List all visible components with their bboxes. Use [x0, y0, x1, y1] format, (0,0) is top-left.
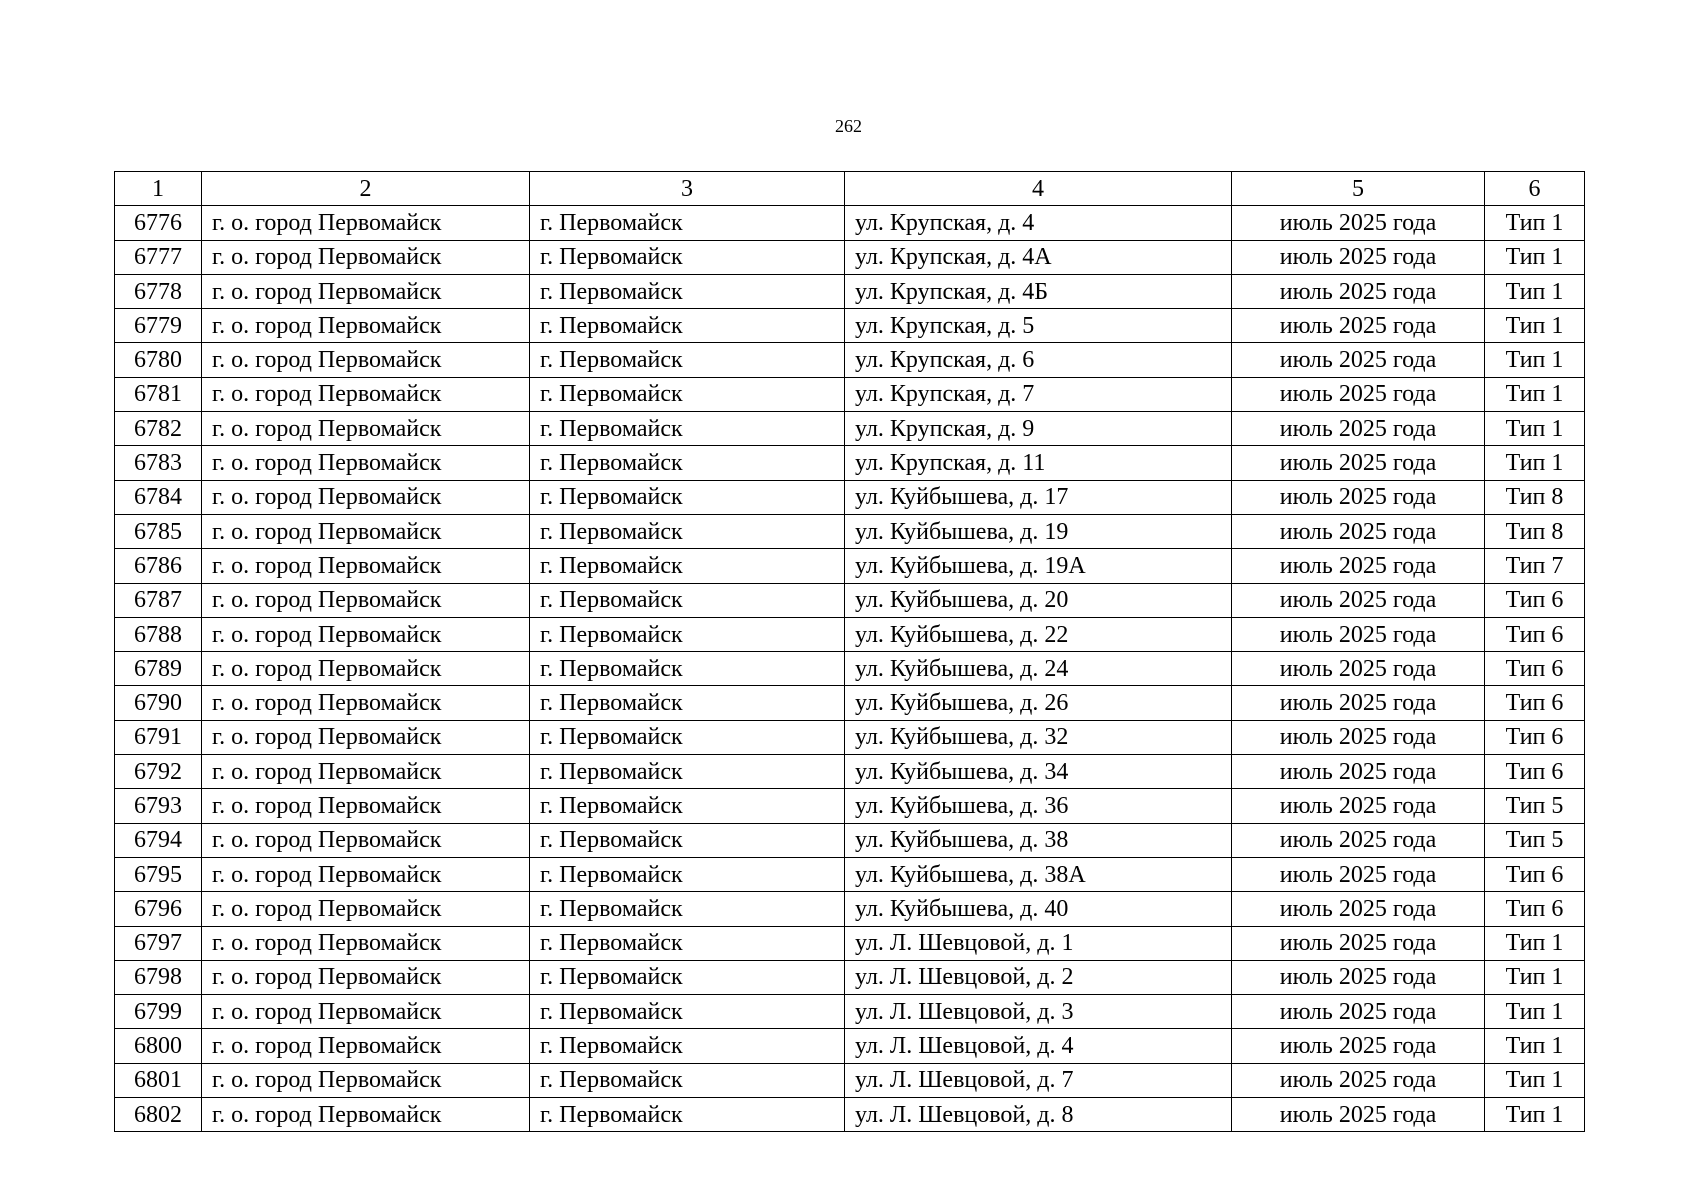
date-cell: июль 2025 года: [1232, 206, 1485, 240]
type-cell: Тип 1: [1485, 1098, 1585, 1132]
row-number-cell: 6776: [115, 206, 202, 240]
city-cell: г. Первомайск: [530, 274, 845, 308]
address-cell: ул. Куйбышева, д. 17: [845, 480, 1232, 514]
address-cell: ул. Куйбышева, д. 24: [845, 652, 1232, 686]
district-cell: г. о. город Первомайск: [202, 1063, 530, 1097]
date-cell: июль 2025 года: [1232, 960, 1485, 994]
district-cell: г. о. город Первомайск: [202, 343, 530, 377]
table-row: [115, 514, 1585, 548]
district-cell: г. о. город Первомайск: [202, 720, 530, 754]
row-number-cell: 6783: [115, 446, 202, 480]
address-cell: ул. Куйбышева, д. 40: [845, 892, 1232, 926]
city-cell: г. Первомайск: [530, 343, 845, 377]
address-cell: ул. Куйбышева, д. 38А: [845, 857, 1232, 891]
city-cell: г. Первомайск: [530, 480, 845, 514]
city-cell: г. Первомайск: [530, 412, 845, 446]
address-cell: ул. Куйбышева, д. 22: [845, 617, 1232, 651]
address-cell: ул. Крупская, д. 4Б: [845, 274, 1232, 308]
row-number-cell: 6784: [115, 480, 202, 514]
row-number-cell: 6799: [115, 995, 202, 1029]
table-row: [115, 857, 1585, 891]
city-cell: г. Первомайск: [530, 377, 845, 411]
date-cell: июль 2025 года: [1232, 377, 1485, 411]
date-cell: июль 2025 года: [1232, 617, 1485, 651]
district-cell: г. о. город Первомайск: [202, 583, 530, 617]
date-cell: июль 2025 года: [1232, 549, 1485, 583]
address-cell: ул. Крупская, д. 9: [845, 412, 1232, 446]
row-number-cell: 6796: [115, 892, 202, 926]
table-row: [115, 343, 1585, 377]
column-header: 3: [530, 172, 845, 206]
type-cell: Тип 6: [1485, 583, 1585, 617]
table-row: [115, 995, 1585, 1029]
city-cell: г. Первомайск: [530, 309, 845, 343]
district-cell: г. о. город Первомайск: [202, 960, 530, 994]
district-cell: г. о. город Первомайск: [202, 1029, 530, 1063]
table-row: [115, 583, 1585, 617]
row-number-cell: 6785: [115, 514, 202, 548]
type-cell: Тип 8: [1485, 514, 1585, 548]
table-row: [115, 755, 1585, 789]
row-number-cell: 6795: [115, 857, 202, 891]
row-number-cell: 6793: [115, 789, 202, 823]
city-cell: г. Первомайск: [530, 857, 845, 891]
date-cell: июль 2025 года: [1232, 309, 1485, 343]
district-cell: г. о. город Первомайск: [202, 755, 530, 789]
row-number-cell: 6802: [115, 1098, 202, 1132]
city-cell: г. Первомайск: [530, 789, 845, 823]
table-row: [115, 789, 1585, 823]
city-cell: г. Первомайск: [530, 1098, 845, 1132]
city-cell: г. Первомайск: [530, 1063, 845, 1097]
date-cell: июль 2025 года: [1232, 343, 1485, 377]
type-cell: Тип 1: [1485, 240, 1585, 274]
type-cell: Тип 5: [1485, 789, 1585, 823]
row-number-cell: 6800: [115, 1029, 202, 1063]
date-cell: июль 2025 года: [1232, 274, 1485, 308]
type-cell: Тип 6: [1485, 755, 1585, 789]
address-cell: ул. Куйбышева, д. 26: [845, 686, 1232, 720]
table-row: [115, 240, 1585, 274]
date-cell: июль 2025 года: [1232, 755, 1485, 789]
table-row: [115, 549, 1585, 583]
table-row: [115, 480, 1585, 514]
type-cell: Тип 1: [1485, 274, 1585, 308]
type-cell: Тип 1: [1485, 1029, 1585, 1063]
row-number-cell: 6788: [115, 617, 202, 651]
address-cell: ул. Л. Шевцовой, д. 3: [845, 995, 1232, 1029]
district-cell: г. о. город Первомайск: [202, 412, 530, 446]
address-cell: ул. Куйбышева, д. 32: [845, 720, 1232, 754]
row-number-cell: 6794: [115, 823, 202, 857]
date-cell: июль 2025 года: [1232, 1098, 1485, 1132]
table-row: [115, 274, 1585, 308]
city-cell: г. Первомайск: [530, 549, 845, 583]
type-cell: Тип 1: [1485, 960, 1585, 994]
district-cell: г. о. город Первомайск: [202, 206, 530, 240]
table-row: [115, 446, 1585, 480]
type-cell: Тип 1: [1485, 309, 1585, 343]
table-row: [115, 617, 1585, 651]
address-cell: ул. Крупская, д. 4А: [845, 240, 1232, 274]
city-cell: г. Первомайск: [530, 686, 845, 720]
type-cell: Тип 1: [1485, 995, 1585, 1029]
row-number-cell: 6779: [115, 309, 202, 343]
table-row: [115, 377, 1585, 411]
type-cell: Тип 6: [1485, 686, 1585, 720]
row-number-cell: 6782: [115, 412, 202, 446]
type-cell: Тип 1: [1485, 446, 1585, 480]
column-header: 5: [1232, 172, 1485, 206]
type-cell: Тип 1: [1485, 206, 1585, 240]
city-cell: г. Первомайск: [530, 652, 845, 686]
city-cell: г. Первомайск: [530, 446, 845, 480]
address-cell: ул. Куйбышева, д. 38: [845, 823, 1232, 857]
type-cell: Тип 7: [1485, 549, 1585, 583]
row-number-cell: 6801: [115, 1063, 202, 1097]
date-cell: июль 2025 года: [1232, 823, 1485, 857]
address-cell: ул. Л. Шевцовой, д. 4: [845, 1029, 1232, 1063]
district-cell: г. о. город Первомайск: [202, 446, 530, 480]
column-header: 1: [115, 172, 202, 206]
district-cell: г. о. город Первомайск: [202, 1098, 530, 1132]
row-number-cell: 6789: [115, 652, 202, 686]
table-header-row: [115, 172, 1585, 206]
row-number-cell: 6786: [115, 549, 202, 583]
date-cell: июль 2025 года: [1232, 514, 1485, 548]
date-cell: июль 2025 года: [1232, 583, 1485, 617]
city-cell: г. Первомайск: [530, 720, 845, 754]
date-cell: июль 2025 года: [1232, 720, 1485, 754]
table-row: [115, 1029, 1585, 1063]
type-cell: Тип 8: [1485, 480, 1585, 514]
city-cell: г. Первомайск: [530, 617, 845, 651]
type-cell: Тип 5: [1485, 823, 1585, 857]
table-row: [115, 206, 1585, 240]
row-number-cell: 6791: [115, 720, 202, 754]
city-cell: г. Первомайск: [530, 514, 845, 548]
column-header: 6: [1485, 172, 1585, 206]
row-number-cell: 6778: [115, 274, 202, 308]
city-cell: г. Первомайск: [530, 960, 845, 994]
column-header: 4: [845, 172, 1232, 206]
type-cell: Тип 6: [1485, 720, 1585, 754]
date-cell: июль 2025 года: [1232, 1063, 1485, 1097]
district-cell: г. о. город Первомайск: [202, 377, 530, 411]
table-row: [115, 1063, 1585, 1097]
address-cell: ул. Л. Шевцовой, д. 7: [845, 1063, 1232, 1097]
district-cell: г. о. город Первомайск: [202, 823, 530, 857]
type-cell: Тип 1: [1485, 377, 1585, 411]
district-cell: г. о. город Первомайск: [202, 549, 530, 583]
address-cell: ул. Крупская, д. 6: [845, 343, 1232, 377]
address-cell: ул. Крупская, д. 5: [845, 309, 1232, 343]
district-cell: г. о. город Первомайск: [202, 857, 530, 891]
row-number-cell: 6787: [115, 583, 202, 617]
district-cell: г. о. город Первомайск: [202, 789, 530, 823]
date-cell: июль 2025 года: [1232, 652, 1485, 686]
data-table: [114, 171, 1585, 1132]
date-cell: июль 2025 года: [1232, 892, 1485, 926]
district-cell: г. о. город Первомайск: [202, 892, 530, 926]
address-cell: ул. Л. Шевцовой, д. 8: [845, 1098, 1232, 1132]
table-row: [115, 720, 1585, 754]
date-cell: июль 2025 года: [1232, 995, 1485, 1029]
date-cell: июль 2025 года: [1232, 480, 1485, 514]
page-number: 262: [835, 116, 862, 136]
address-cell: ул. Куйбышева, д. 19А: [845, 549, 1232, 583]
district-cell: г. о. город Первомайск: [202, 686, 530, 720]
district-cell: г. о. город Первомайск: [202, 240, 530, 274]
date-cell: июль 2025 года: [1232, 412, 1485, 446]
city-cell: г. Первомайск: [530, 823, 845, 857]
district-cell: г. о. город Первомайск: [202, 309, 530, 343]
type-cell: Тип 6: [1485, 617, 1585, 651]
address-cell: ул. Крупская, д. 4: [845, 206, 1232, 240]
city-cell: г. Первомайск: [530, 892, 845, 926]
city-cell: г. Первомайск: [530, 583, 845, 617]
row-number-cell: 6790: [115, 686, 202, 720]
district-cell: г. о. город Первомайск: [202, 995, 530, 1029]
type-cell: Тип 6: [1485, 652, 1585, 686]
district-cell: г. о. город Первомайск: [202, 926, 530, 960]
date-cell: июль 2025 года: [1232, 789, 1485, 823]
address-cell: ул. Л. Шевцовой, д. 1: [845, 926, 1232, 960]
type-cell: Тип 1: [1485, 926, 1585, 960]
address-cell: ул. Куйбышева, д. 19: [845, 514, 1232, 548]
type-cell: Тип 6: [1485, 892, 1585, 926]
type-cell: Тип 1: [1485, 1063, 1585, 1097]
type-cell: Тип 1: [1485, 343, 1585, 377]
city-cell: г. Первомайск: [530, 926, 845, 960]
city-cell: г. Первомайск: [530, 1029, 845, 1063]
district-cell: г. о. город Первомайск: [202, 480, 530, 514]
address-cell: ул. Л. Шевцовой, д. 2: [845, 960, 1232, 994]
city-cell: г. Первомайск: [530, 206, 845, 240]
table-row: [115, 686, 1585, 720]
date-cell: июль 2025 года: [1232, 686, 1485, 720]
city-cell: г. Первомайск: [530, 240, 845, 274]
table-row: [115, 309, 1585, 343]
table-row: [115, 823, 1585, 857]
city-cell: г. Первомайск: [530, 755, 845, 789]
address-cell: ул. Крупская, д. 7: [845, 377, 1232, 411]
row-number-cell: 6777: [115, 240, 202, 274]
table-row: [115, 412, 1585, 446]
date-cell: июль 2025 года: [1232, 926, 1485, 960]
table-row: [115, 960, 1585, 994]
date-cell: июль 2025 года: [1232, 1029, 1485, 1063]
date-cell: июль 2025 года: [1232, 240, 1485, 274]
row-number-cell: 6792: [115, 755, 202, 789]
table-row: [115, 926, 1585, 960]
address-cell: ул. Крупская, д. 11: [845, 446, 1232, 480]
table-body: [115, 172, 1585, 1132]
district-cell: г. о. город Первомайск: [202, 514, 530, 548]
address-cell: ул. Куйбышева, д. 36: [845, 789, 1232, 823]
date-cell: июль 2025 года: [1232, 446, 1485, 480]
type-cell: Тип 1: [1485, 412, 1585, 446]
date-cell: июль 2025 года: [1232, 857, 1485, 891]
column-header: 2: [202, 172, 530, 206]
row-number-cell: 6797: [115, 926, 202, 960]
address-cell: ул. Куйбышева, д. 20: [845, 583, 1232, 617]
district-cell: г. о. город Первомайск: [202, 617, 530, 651]
row-number-cell: 6780: [115, 343, 202, 377]
type-cell: Тип 6: [1485, 857, 1585, 891]
row-number-cell: 6798: [115, 960, 202, 994]
address-cell: ул. Куйбышева, д. 34: [845, 755, 1232, 789]
row-number-cell: 6781: [115, 377, 202, 411]
table-row: [115, 652, 1585, 686]
district-cell: г. о. город Первомайск: [202, 652, 530, 686]
city-cell: г. Первомайск: [530, 995, 845, 1029]
table-row: [115, 1098, 1585, 1132]
district-cell: г. о. город Первомайск: [202, 274, 530, 308]
table-row: [115, 892, 1585, 926]
